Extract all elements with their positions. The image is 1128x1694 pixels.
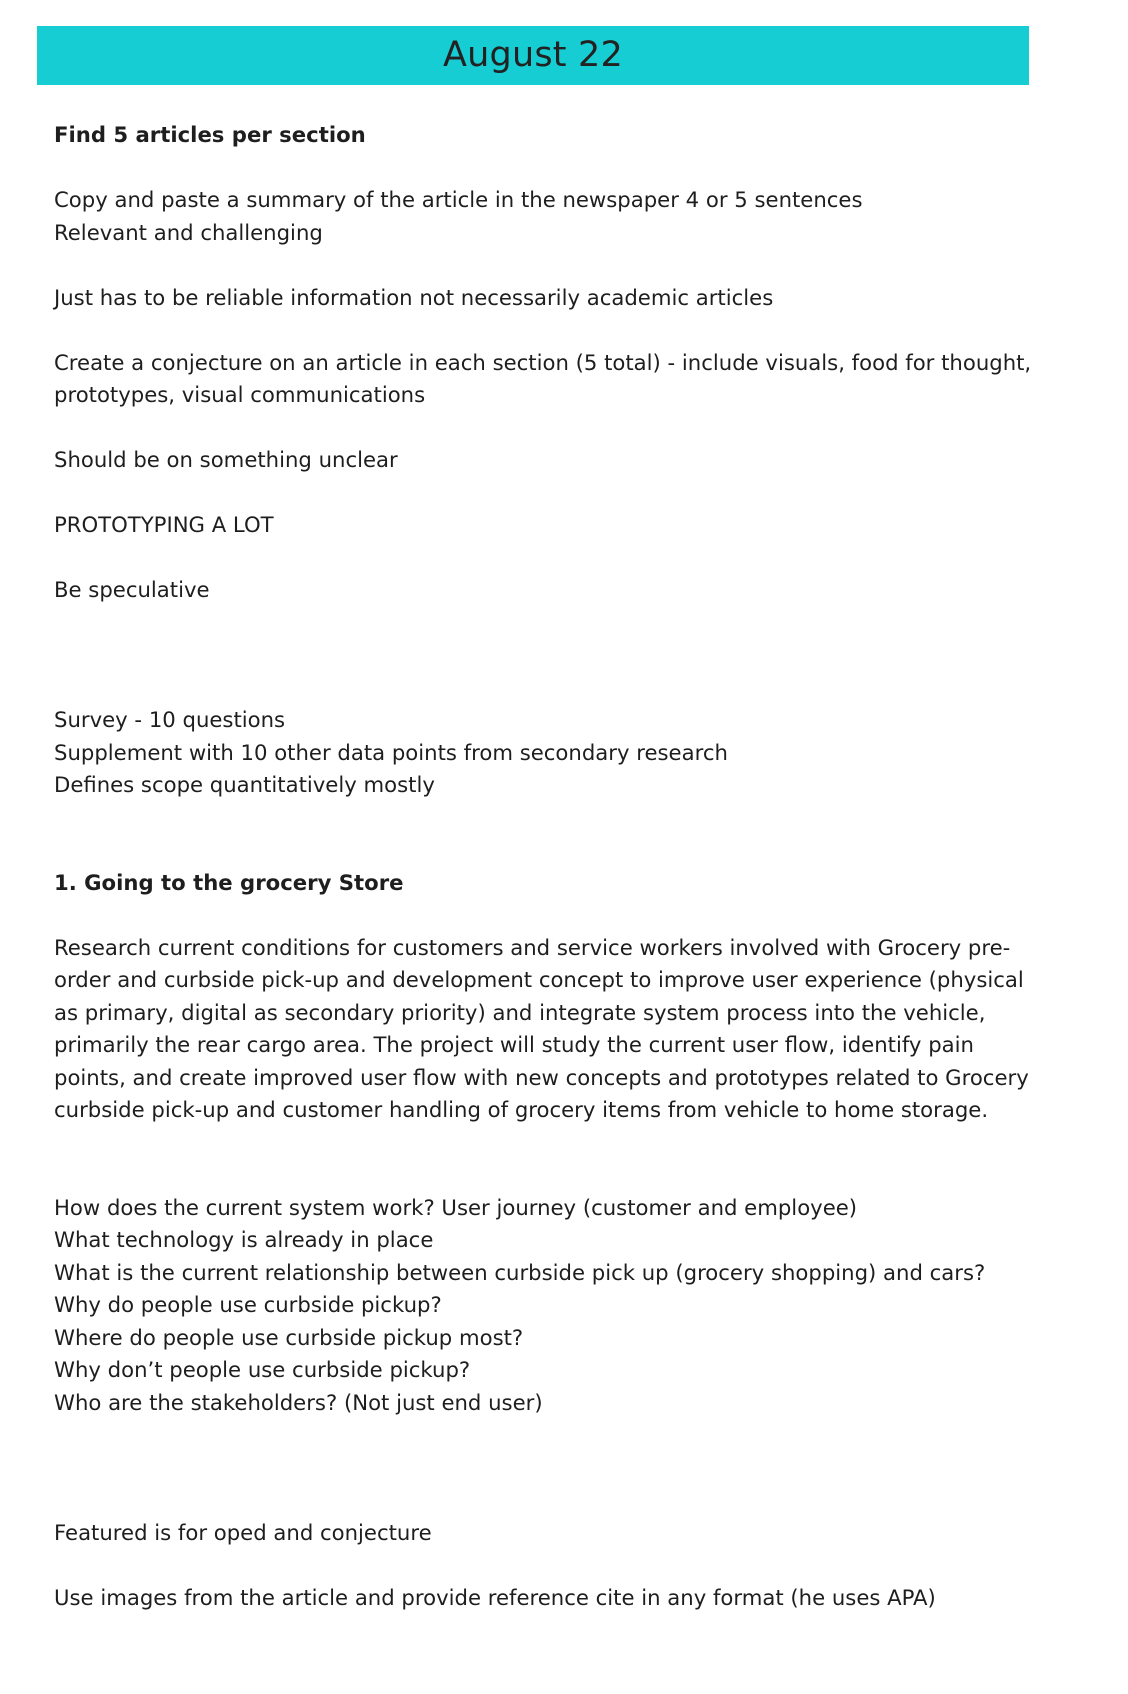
question-item: Where do people use curbside pickup most? (54, 1324, 524, 1350)
scope-note: Defines scope quantitatively mostly (54, 772, 435, 797)
survey-note: Survey - 10 questions (54, 707, 286, 732)
articles-heading: Find 5 articles per section (54, 122, 366, 147)
relevant-note: Relevant and challenging (54, 219, 323, 245)
question-item: Why don’t people use curbside pickup? (54, 1357, 471, 1382)
question-item: Who are the stakeholders? (Not just end user) (54, 1389, 543, 1415)
question-item: What is the current relationship between curbside pick up (grocery shopping) and cars? (54, 1259, 986, 1285)
date-header-bar (37, 26, 1029, 85)
question-item: Why do people use curbside pickup? (54, 1292, 442, 1317)
conjecture-note-line-1: Create a conjecture on an article in each section (5 total) - include visuals, food for thought, (54, 349, 1032, 375)
images-note: Use images from the article and provide reference cite in any format (he uses APA) (54, 1584, 936, 1610)
prototyping-note: PROTOTYPING A LOT (54, 512, 274, 537)
supplement-note: Supplement with 10 other data points from secondary research (54, 739, 728, 765)
speculative-note: Be speculative (54, 577, 210, 602)
research-line: curbside pick-up and customer handling of grocery items from vehicle to home storage. (54, 1097, 989, 1122)
featured-note: Featured is for oped and conjecture (54, 1519, 432, 1545)
research-paragraph (54, 932, 1039, 1127)
questions-list (54, 1192, 1039, 1420)
notes-body (54, 119, 1039, 1614)
research-line: as primary, digital as secondary priority) and integrate system process into the vehicle, (54, 999, 986, 1025)
research-line: Research current conditions for customers and service workers involved with Grocery pre- (54, 934, 1011, 960)
reliable-note: Just has to be reliable information not necessarily academic articles (54, 284, 774, 310)
section-heading-grocery: 1. Going to the grocery Store (54, 869, 404, 895)
research-line: primarily the rear cargo area. The project will study the current user flow, identify pain (54, 1032, 974, 1057)
research-line: points, and create improved user flow with new concepts and prototypes related to Grocery (54, 1064, 1029, 1090)
research-line: order and curbside pick-up and development concept to improve user experience (physical (54, 967, 1024, 992)
question-item: How does the current system work? User journey (customer and employee) (54, 1194, 858, 1220)
page-title: August 22 (443, 34, 623, 75)
question-item: What technology is already in place (54, 1227, 434, 1252)
unclear-note: Should be on something unclear (54, 447, 398, 472)
conjecture-note-line-2: prototypes, visual communications (54, 382, 426, 407)
copy-paste-note: Copy and paste a summary of the article in the newspaper 4 or 5 sentences (54, 187, 863, 212)
